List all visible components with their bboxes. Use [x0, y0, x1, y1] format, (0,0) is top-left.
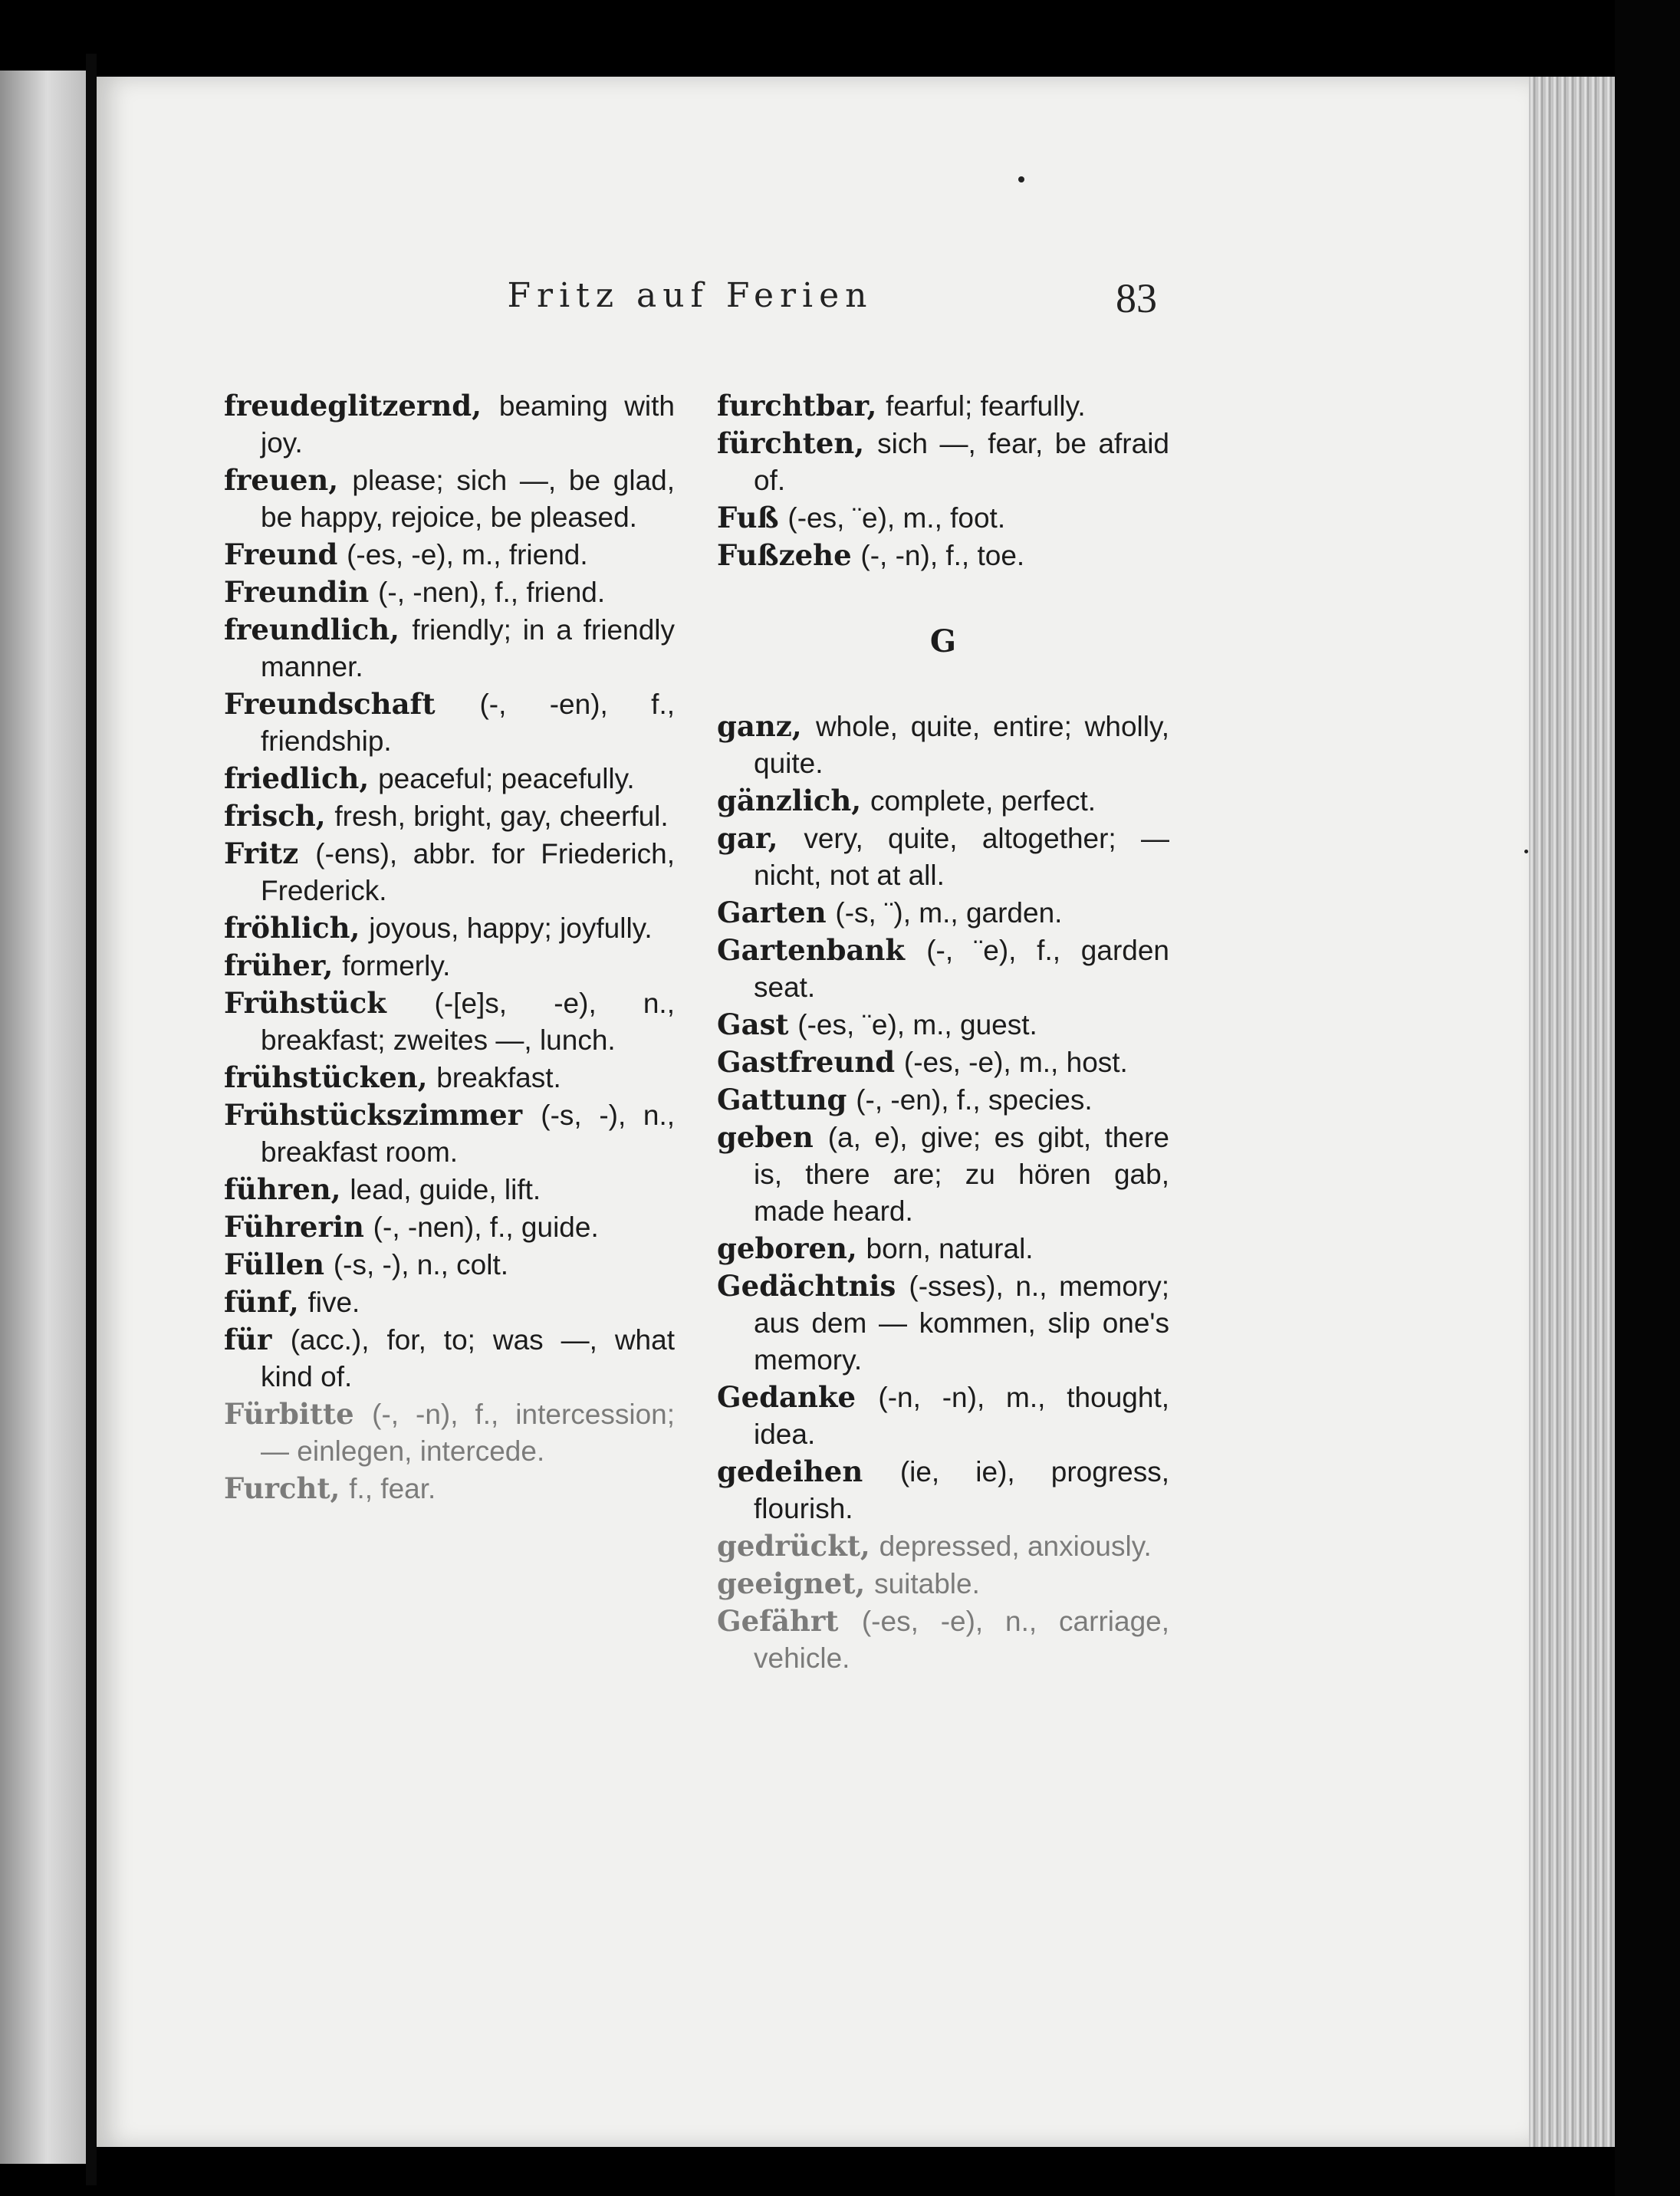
definition: (-s, -), n., colt.	[333, 1249, 509, 1280]
headword: Frühstückszimmer	[224, 1098, 523, 1132]
dictionary-entry	[224, 536, 675, 574]
definition: (-es, -e), m., friend.	[347, 539, 588, 570]
headword: Fuß	[717, 501, 779, 534]
definition: breakfast.	[436, 1062, 561, 1093]
dictionary-entry	[224, 387, 675, 462]
dictionary-entry	[717, 1603, 1169, 1677]
headword: Gefährt	[717, 1604, 839, 1638]
dictionary-entry	[717, 1527, 1169, 1565]
page-number: 83	[1116, 275, 1157, 321]
headword: fünf,	[224, 1285, 299, 1319]
definition: complete, perfect.	[870, 785, 1096, 817]
definition: (-, -en), f., species.	[856, 1084, 1093, 1116]
headword: freudeglitzernd,	[224, 389, 482, 422]
headword: gar,	[717, 821, 778, 855]
definition: very, quite, altogether; — nicht, not at all.	[754, 823, 1169, 891]
dictionary-entry	[224, 1171, 675, 1208]
dictionary-entry	[717, 932, 1169, 1006]
headword: Gedächtnis	[717, 1269, 896, 1303]
definition: (-sses), n., memory; aus dem — kommen, slip one's memory.	[754, 1271, 1170, 1376]
definition: (-es, ¨e), m., foot.	[787, 502, 1006, 534]
speck	[1524, 850, 1528, 853]
headword: freuen,	[224, 463, 339, 497]
left-column	[224, 387, 675, 1507]
headword: Frühstück	[224, 986, 386, 1020]
definition: depressed, anxiously.	[879, 1530, 1152, 1562]
right-column	[717, 387, 1169, 1677]
dictionary-entry	[717, 1044, 1169, 1081]
definition: (-es, ¨e), m., guest.	[797, 1009, 1037, 1040]
dictionary-entry	[224, 1470, 675, 1507]
headword: gedeihen	[717, 1455, 863, 1488]
headword: Furcht,	[224, 1471, 340, 1505]
dictionary-entry	[717, 1379, 1169, 1453]
headword: Fritz	[224, 837, 299, 870]
dictionary-entry	[224, 797, 675, 835]
dictionary-entry	[717, 782, 1169, 820]
headword: Gedanke	[717, 1380, 856, 1414]
headword: Gartenbank	[717, 933, 905, 967]
headword: freundlich,	[224, 613, 400, 646]
headword: früher,	[224, 948, 334, 982]
definition: friendly; in a friendly manner.	[261, 614, 675, 682]
headword: für	[224, 1323, 272, 1356]
definition: lead, guide, lift.	[350, 1174, 541, 1205]
headword: fröhlich,	[224, 911, 360, 945]
definition: peaceful; peacefully.	[378, 763, 635, 794]
definition: five.	[307, 1287, 360, 1318]
headword: geeignet,	[717, 1566, 866, 1600]
dictionary-entry	[224, 1284, 675, 1321]
dictionary-entry	[717, 820, 1169, 894]
definition: (-, -n), f., intercession; — einlegen, intercede.	[261, 1399, 675, 1467]
dictionary-entry	[224, 1321, 675, 1396]
definition: (-, ¨e), f., garden seat.	[754, 935, 1169, 1003]
dictionary-entry	[224, 611, 675, 685]
dictionary-entry	[717, 387, 1169, 425]
definition: (acc.), for, to; was —, what kind of.	[261, 1324, 675, 1392]
dictionary-entry	[224, 947, 675, 985]
dictionary-entry	[224, 685, 675, 760]
definition: (-n, -n), m., thought, idea.	[754, 1382, 1170, 1450]
headword: gänzlich,	[717, 784, 862, 817]
dictionary-entry	[717, 708, 1169, 782]
definition: (-es, -e), n., carriage, vehicle.	[754, 1606, 1169, 1674]
definition: born, natural.	[866, 1233, 1034, 1264]
definition: (-s, -), n., breakfast room.	[261, 1100, 676, 1168]
dictionary-entry	[717, 894, 1169, 932]
headword: Füllen	[224, 1248, 325, 1281]
speck	[1018, 176, 1024, 182]
definition: (ie, ie), progress, flourish.	[754, 1456, 1170, 1524]
left-page-edge	[0, 71, 86, 2164]
dictionary-entry	[224, 1246, 675, 1284]
definition: suitable.	[874, 1568, 980, 1599]
definition: fearful; fearfully.	[886, 390, 1086, 422]
dictionary-entry	[717, 425, 1169, 499]
scan-background	[1615, 0, 1680, 2196]
dictionary-entry	[717, 1119, 1169, 1230]
dictionary-entry	[224, 1208, 675, 1246]
definition: (-, -nen), f., guide.	[373, 1211, 599, 1243]
dictionary-entry	[717, 1230, 1169, 1267]
headword: Freundschaft	[224, 687, 436, 721]
headword: fürchten,	[717, 426, 865, 460]
dictionary-entry	[717, 1081, 1169, 1119]
dictionary-entry	[717, 1006, 1169, 1044]
definition: (-es, -e), m., host.	[903, 1047, 1128, 1078]
dictionary-entry	[224, 574, 675, 611]
headword: Gattung	[717, 1083, 847, 1116]
definition: (-, -nen), f., friend.	[378, 577, 606, 608]
definition: (-, -en), f., friendship.	[261, 689, 676, 757]
headword: Gastfreund	[717, 1045, 896, 1079]
headword: furchtbar,	[717, 389, 877, 422]
definition: joyous, happy; joyfully.	[369, 912, 653, 944]
definition: (-s, ¨), m., garden.	[835, 897, 1063, 929]
headword: führen,	[224, 1172, 341, 1206]
definition: (a, e), give; es gibt, there is, there are; zu hören gab, made heard.	[754, 1122, 1169, 1227]
definition: formerly.	[342, 950, 451, 981]
definition: whole, quite, entire; wholly, quite.	[754, 711, 1169, 779]
definition: f., fear.	[349, 1473, 436, 1504]
running-head: Fritz auf Ferien	[507, 276, 873, 315]
dictionary-entry	[224, 1396, 675, 1470]
definition: fresh, bright, gay, cheerful.	[334, 800, 669, 832]
headword: Garten	[717, 896, 827, 929]
dictionary-entry	[717, 1267, 1169, 1379]
headword: Freundin	[224, 575, 370, 609]
dictionary-entry	[224, 985, 675, 1059]
dictionary-entry	[224, 1059, 675, 1096]
headword: Führerin	[224, 1210, 364, 1244]
headword: ganz,	[717, 709, 802, 743]
definition: (-ens), abbr. for Friederich, Frederick.	[261, 838, 676, 906]
headword: frisch,	[224, 799, 326, 833]
dictionary-entry	[224, 835, 675, 909]
page-stack-edges	[1529, 77, 1615, 2147]
headword: friedlich,	[224, 761, 370, 795]
definition: (-, -n), f., toe.	[860, 540, 1025, 571]
headword: Fürbitte	[224, 1397, 354, 1431]
headword: Freund	[224, 537, 338, 571]
headword: geboren,	[717, 1231, 857, 1265]
dictionary-entry	[224, 760, 675, 797]
definition: (-[e]s, -e), n., breakfast; zweites —, lunch.	[261, 988, 675, 1056]
dictionary-entry	[224, 1096, 675, 1171]
dictionary-entry	[717, 537, 1169, 574]
dictionary-entry	[717, 1453, 1169, 1527]
headword: gedrückt,	[717, 1529, 870, 1563]
dictionary-entry	[224, 462, 675, 536]
dictionary-entry	[224, 909, 675, 947]
dictionary-entry	[717, 1565, 1169, 1603]
headword: geben	[717, 1120, 814, 1154]
dictionary-entry	[717, 499, 1169, 537]
definition: sich —, fear, be afraid of.	[754, 428, 1169, 496]
book-gutter	[86, 54, 97, 2185]
definition: please; sich —, be glad, be happy, rejoice, be pleased.	[261, 465, 675, 533]
headword: Fußzehe	[717, 538, 852, 572]
definition: beaming with joy.	[261, 390, 675, 459]
headword: frühstücken,	[224, 1060, 428, 1094]
headword: Gast	[717, 1008, 789, 1041]
section-letter: G	[929, 623, 957, 659]
